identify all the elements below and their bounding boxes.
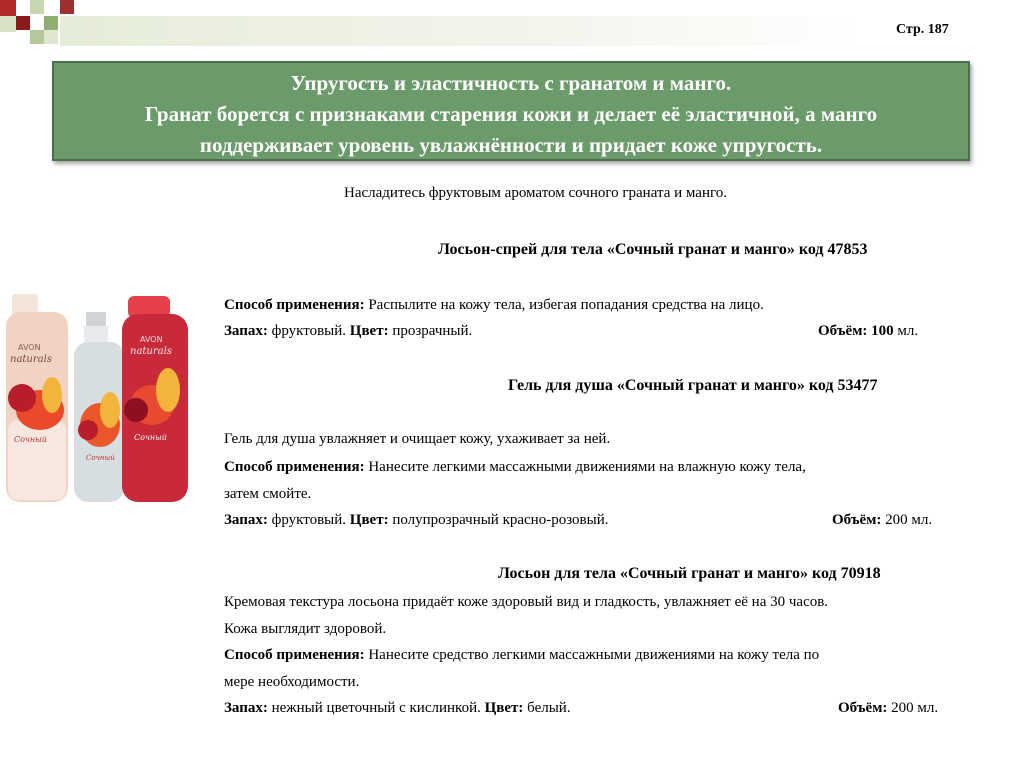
svg-text:Сочный: Сочный: [134, 433, 167, 442]
svg-text:AVON: AVON: [140, 335, 163, 344]
product2-usage: Способ применения: Нанесите легкими массажными движениями на влажную кожу тела,: [224, 459, 806, 475]
product3-desc-2: Кожа выглядит здоровой.: [224, 621, 387, 637]
svg-text:naturals: naturals: [10, 354, 52, 365]
banner-line-1: Упругость и эластичность с гранатом и манго.: [290, 71, 732, 95]
product3-title: Лосьон для тела «Сочный гранат и манго» код 70918: [498, 565, 881, 582]
product3-volume: Объём: 200 мл.: [838, 700, 939, 716]
bottles-illustration: [0, 290, 200, 510]
banner-line-2: Гранат борется с признаками старения кожи и делает её эластичной, а манго: [144, 102, 878, 126]
product3-desc-1: Кремовая текстура лосьона придаёт коже здоровый вид и гладкость, увлажняет её на 30 часов.: [224, 594, 829, 610]
banner-line-3: поддерживает уровень увлажнённости и придает коже упругость.: [199, 133, 823, 157]
svg-text:Сочный: Сочный: [86, 454, 115, 462]
product2-volume: Объём: 200 мл.: [832, 512, 933, 528]
product1-usage: Способ применения: Распылите на кожу тела, избегая попадания средства на лицо.: [224, 297, 764, 313]
product2-desc: Гель для душа увлажняет и очищает кожу, ухаживает за ней.: [224, 431, 611, 447]
product3-usage: Способ применения: Нанесите средство легкими массажными движениями на кожу тела по: [224, 647, 820, 663]
title-banner: [52, 61, 970, 161]
svg-text:AVON: AVON: [18, 343, 41, 352]
product3-usage-cont: мере необходимости.: [224, 674, 360, 690]
svg-text:naturals: naturals: [130, 346, 172, 357]
product-image: [0, 290, 200, 510]
product3-scent-color: Запах: нежный цветочный с кислинкой. Цвет: белый.: [224, 700, 571, 716]
header-bar: [60, 16, 860, 46]
product1-volume: Объём: 100 мл.: [818, 323, 919, 339]
page-number: Стр. 187: [896, 22, 949, 37]
product2-title: Гель для душа «Сочный гранат и манго» код 53477: [508, 377, 878, 394]
product1-title: Лосьон-спрей для тела «Сочный гранат и манго» код 47853: [438, 241, 868, 258]
product2-scent-color: Запах: фруктовый. Цвет: полупрозрачный красно-розовый.: [224, 512, 609, 528]
product1-scent-color: Запах: фруктовый. Цвет: прозрачный.: [224, 323, 473, 339]
intro-text: Насладитесь фруктовым ароматом сочного граната и манго.: [344, 185, 728, 201]
product2-usage-cont: затем смойте.: [224, 486, 312, 502]
svg-text:Сочный: Сочный: [14, 435, 47, 444]
